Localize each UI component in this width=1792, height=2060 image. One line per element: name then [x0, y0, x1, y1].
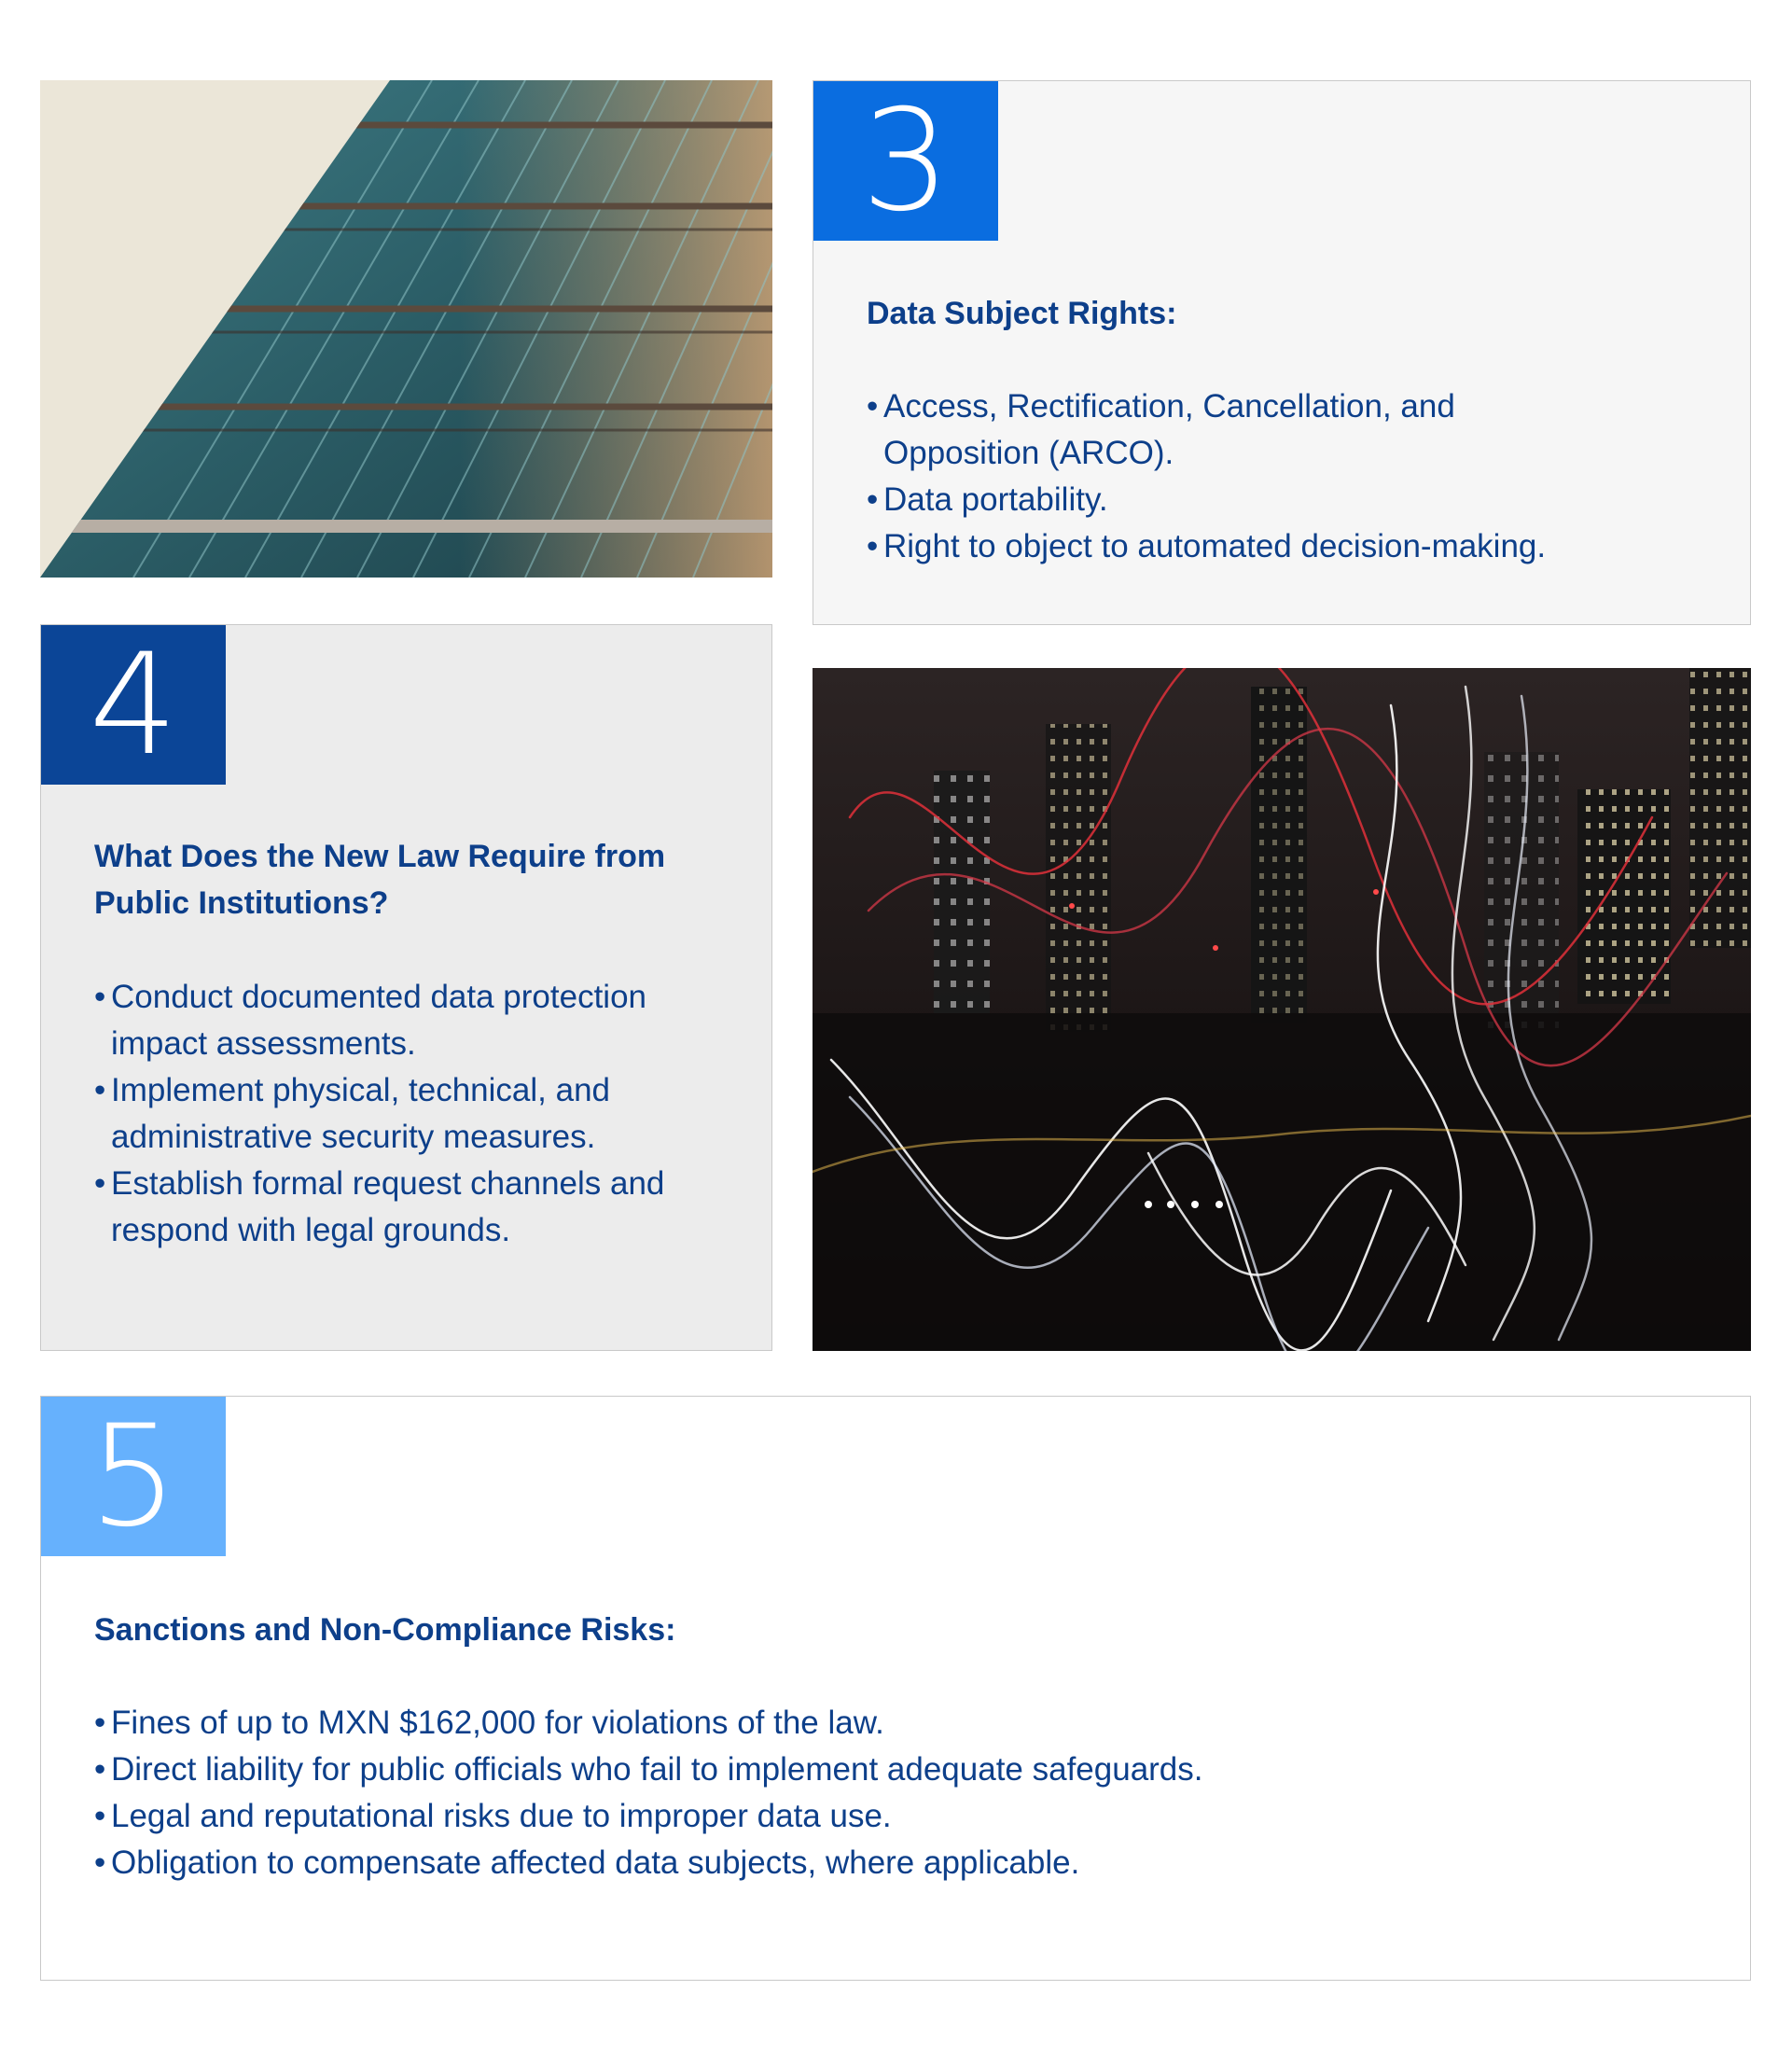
card-sanctions-risks — [40, 1396, 1751, 1981]
bullet-list — [867, 383, 1706, 570]
card-new-law-requirements — [40, 624, 772, 1351]
list-item: • Legal and reputational risks due to improper data use. — [94, 1793, 1680, 1840]
list-item: • Data portability. — [867, 477, 1706, 523]
card-heading: Sanctions and Non-Compliance Risks: — [94, 1612, 676, 1648]
step-number-badge: 4 — [41, 625, 226, 785]
building-facade-photo — [40, 80, 772, 578]
step-number-badge: 3 — [813, 81, 998, 241]
list-item: • Direct liability for public officials who fail to implement adequate safeguards. — [94, 1747, 1680, 1793]
list-item: • Access, Rectification, Cancellation, and Opposition (ARCO). — [867, 383, 1706, 477]
bullet-list — [94, 1700, 1680, 1886]
bullet-list — [94, 974, 729, 1254]
list-item: • Establish formal request channels and respond with legal grounds. — [94, 1161, 729, 1254]
list-item: • Fines of up to MXN $162,000 for violations of the law. — [94, 1700, 1680, 1747]
list-item: • Right to object to automated decision-making. — [867, 523, 1706, 570]
card-data-subject-rights — [813, 80, 1751, 625]
card-heading: Data Subject Rights: — [867, 296, 1177, 331]
list-item: • Obligation to compensate affected data subjects, where applicable. — [94, 1840, 1680, 1886]
step-number-badge: 5 — [41, 1397, 226, 1556]
list-item: • Conduct documented data protection impact assessments. — [94, 974, 729, 1067]
list-item: • Implement physical, technical, and administrative security measures. — [94, 1067, 729, 1161]
card-heading: What Does the New Law Require from Public Institutions? — [94, 839, 666, 921]
night-city-light-trails-photo — [813, 668, 1751, 1351]
